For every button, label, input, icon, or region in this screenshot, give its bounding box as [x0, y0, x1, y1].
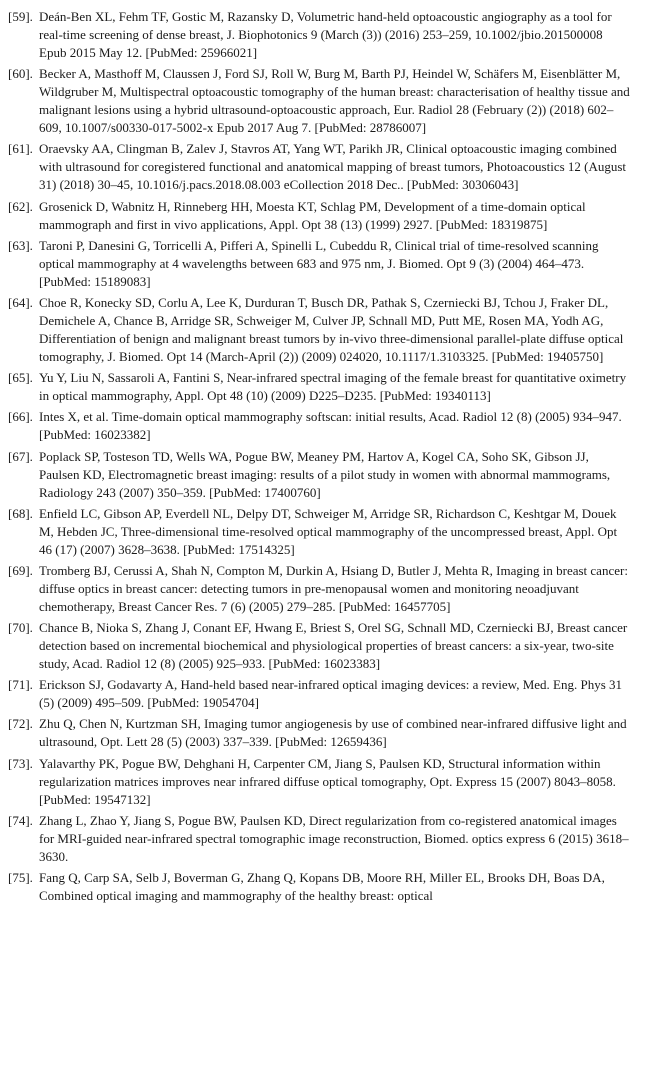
reference-number: [72].: [8, 716, 33, 732]
reference-number: [65].: [8, 370, 33, 386]
reference-text: Zhu Q, Chen N, Kurtzman SH, Imaging tumor angiogenesis by use of combined near-infrared diffusive light and ultrasound, Opt. Lett 28 (5) (2003) 337–339. [PubMed: 12659436]: [39, 716, 627, 750]
reference-item: [8, 562, 630, 616]
reference-text: Poplack SP, Tosteson TD, Wells WA, Pogue BW, Meaney PM, Hartov A, Kogel CA, Soho SK, Gibson JJ, Paulsen KD, Electromagnetic breast imaging: results of a pilot study in women with abnormal mammograms, Radiology 243 (2007) 350–359. [PubMed: 17400760]: [39, 448, 611, 500]
reference-text: Yalavarthy PK, Pogue BW, Dehghani H, Carpenter CM, Jiang S, Paulsen KD, Structural information within regularization matrices improves near infrared diffuse optical tomography, Opt. Express 15 (2007) 8043–8058. [PubMed: 19547132]: [39, 755, 616, 807]
reference-item: [8, 812, 630, 866]
reference-text: Chance B, Nioka S, Zhang J, Conant EF, Hwang E, Briest S, Orel SG, Schnall MD, Czerniecki BJ, Breast cancer detection based on incremental biochemical and physiological properties of breast cancers: a six-year, two-site study, Acad. Radiol 12 (8) (2005) 925–933. [PubMed: 16023383]: [39, 620, 628, 672]
reference-text: Zhang L, Zhao Y, Jiang S, Pogue BW, Paulsen KD, Direct regularization from co-registered anatomical images for MRI-guided near-infrared spectral tomographic image reconstruction, Biomed. optics express 6 (2015) 3618–3630.: [39, 812, 629, 864]
reference-text: Fang Q, Carp SA, Selb J, Boverman G, Zhang Q, Kopans DB, Moore RH, Miller EL, Brooks DH, Boas DA, Combined optical imaging and mammography of the healthy breast: optical: [39, 870, 605, 903]
reference-text: Yu Y, Liu N, Sassaroli A, Fantini S, Near-infrared spectral imaging of the female breast for quantitative oximetry in optical mammography, Appl. Opt 48 (10) (2009) D225–D235. [PubMed: 19340113]: [39, 370, 627, 404]
reference-number: [63].: [8, 237, 33, 253]
reference-number: [71].: [8, 677, 33, 693]
reference-text: Choe R, Konecky SD, Corlu A, Lee K, Durduran T, Busch DR, Pathak S, Czerniecki BJ, Tchou J, Fraker DL, Demichele A, Chance B, Arridge SR, Schweiger M, Culver JP, Schnall MD, Putt ME, Rosen MA, Yodh AG, Differentiation of benign and malignant breast tumors by in-vivo three-dimensional parallel-plate diffuse optical tomography, J. Biomed. Opt 14 (March-April (2)) (2009) 024020, 10.1117/1.3103325. [PubMed: 19405750]: [39, 294, 624, 364]
reference-number: [59].: [8, 9, 33, 24]
reference-item: [8, 294, 630, 366]
reference-number: [61].: [8, 141, 33, 157]
reference-item: [8, 676, 630, 712]
reference-text: Taroni P, Danesini G, Torricelli A, Pifferi A, Spinelli L, Cubeddu R, Clinical trial of time-resolved scanning optical mammography at 4 wavelengths between 683 and 975 nm, J. Biomed. Opt 9 (3) (2004) 464–473. [PubMed: 15189083]: [39, 237, 599, 289]
reference-item: [8, 715, 630, 751]
reference-item: [8, 65, 630, 137]
reference-number: [64].: [8, 294, 33, 310]
reference-number: [66].: [8, 409, 33, 425]
reference-text: Becker A, Masthoff M, Claussen J, Ford SJ, Roll W, Burg M, Barth PJ, Heindel W, Schäfers M, Eisenblätter M, Wildgruber M, Multispectral optoacoustic tomography of the human breast: characterisation of healthy tissue and malignant lesions using a hybrid ultrasound-optoacoustic approach, Eur. Radiol 28 (February (2)) (2018) 602–609, 10.1007/s00330-017-5002-x Epub 2017 Aug 7. [PubMed: 28786007]: [39, 66, 630, 136]
reference-number: [62].: [8, 198, 33, 214]
reference-item: [8, 8, 630, 62]
reference-number: [60].: [8, 66, 33, 82]
reference-number: [74].: [8, 812, 33, 828]
reference-text: Tromberg BJ, Cerussi A, Shah N, Compton M, Durkin A, Hsiang D, Butler J, Mehta R, Imaging in breast cancer: diffuse optics in breast cancer: detecting tumors in pre-menopausal women and monitoring neoadjuvant chemotherapy, Breast Cancer Res. 7 (6) (2005) 279–285. [PubMed: 16457705]: [39, 562, 628, 614]
reference-item: [8, 408, 630, 444]
reference-text: Deán-Ben XL, Fehm TF, Gostic M, Razansky D, Volumetric hand-held optoacoustic angiography as a tool for real-time screening of dense breast, J. Biophotonics 9 (March (3)) (2016) 253–259, 10.1002/jbio.201500008 Epub 2015 May 12. [PubMed: 25966021]: [39, 9, 612, 60]
reference-number: [73].: [8, 755, 33, 771]
reference-item: [8, 140, 630, 194]
reference-text: Oraevsky AA, Clingman B, Zalev J, Stavros AT, Yang WT, Parikh JR, Clinical optoacoustic imaging combined with ultrasound for coregistered functional and anatomical mapping of breast tumors, Photoacoustics 12 (August 31) (2018) 30–45, 10.1016/j.pacs.2018.08.003 eCollection 2018 Dec.. [PubMed: 30306043]: [39, 141, 627, 193]
reference-number: [69].: [8, 562, 33, 578]
reference-number: [67].: [8, 448, 33, 464]
reference-item: [8, 369, 630, 405]
reference-item: [8, 619, 630, 673]
reference-text: Enfield LC, Gibson AP, Everdell NL, Delpy DT, Schweiger M, Arridge SR, Richardson C, Keshtgar M, Douek M, Hebden JC, Three-dimensional time-resolved optical mammography of the uncompressed breast, Appl. Opt 46 (17) (2007) 3628–3638. [PubMed: 17514325]: [39, 505, 618, 557]
reference-item: [8, 448, 630, 502]
reference-list: [8, 8, 630, 905]
reference-item: [8, 198, 630, 234]
reference-text: Erickson SJ, Godavarty A, Hand-held based near-infrared optical imaging devices: a review, Med. Eng. Phys 31 (5) (2009) 495–509. [PubMed: 19054704]: [39, 677, 623, 711]
reference-item: [8, 237, 630, 291]
reference-item: [8, 869, 630, 905]
reference-text: Grosenick D, Wabnitz H, Rinneberg HH, Moesta KT, Schlag PM, Development of a time-domain optical mammograph and first in vivo applications, Appl. Opt 38 (13) (1999) 2927. [PubMed: 18319875]: [39, 198, 586, 232]
reference-item: [8, 505, 630, 559]
reference-number: [70].: [8, 620, 33, 636]
reference-number: [75].: [8, 870, 33, 885]
reference-number: [68].: [8, 505, 33, 521]
reference-item: [8, 755, 630, 809]
reference-text: Intes X, et al. Time-domain optical mammography softscan: initial results, Acad. Radiol 12 (8) (2005) 934–947. [PubMed: 16023382]: [39, 409, 622, 443]
